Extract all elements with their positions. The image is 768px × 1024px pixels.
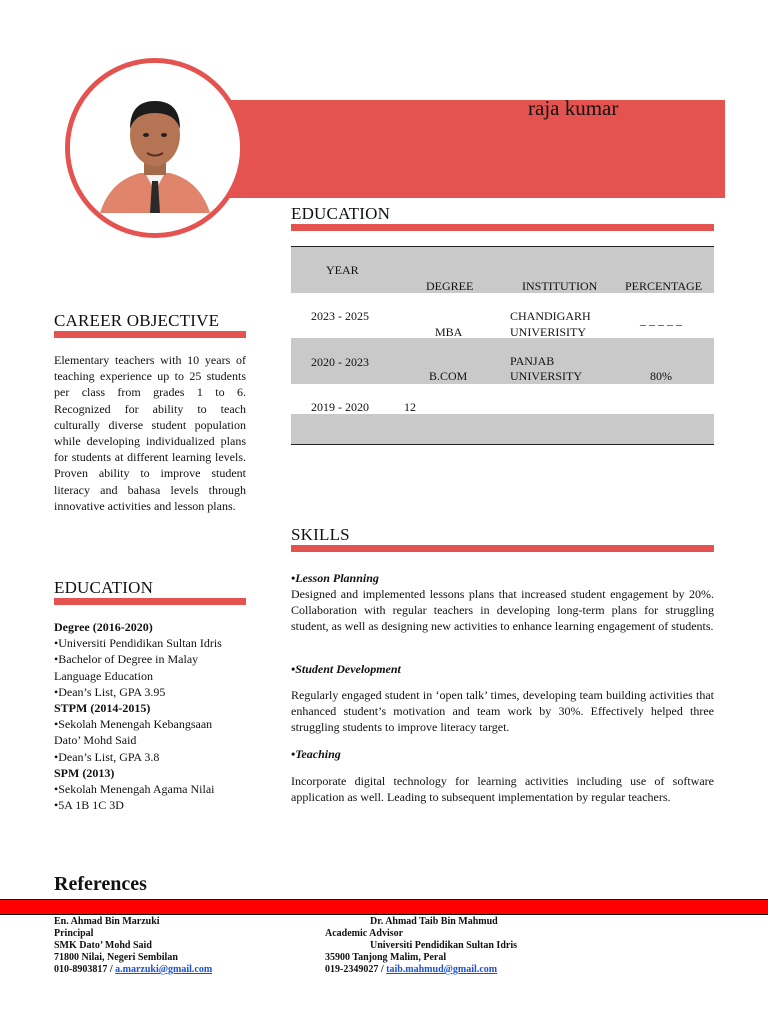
table-cell-institution: PANJAB (510, 354, 555, 368)
table-cell-degree: B.COM (429, 369, 468, 383)
portrait-image (70, 63, 240, 233)
education-line: •Universiti Pendidikan Sultan Idris (54, 636, 222, 651)
reference-email-link[interactable]: a.marzuki@gmail.com (115, 964, 213, 975)
references-title: References (54, 873, 147, 895)
education-line: Dato’ Mohd Said (54, 733, 137, 748)
career-objective-rule (54, 331, 246, 338)
reference-phone: 019-2349027 / (325, 964, 387, 975)
references-bar (0, 899, 768, 915)
table-cell-institution: UNIVERSITY (510, 369, 582, 383)
table-cell-year: 2019 - 2020 (311, 400, 369, 414)
education-table-rule (291, 224, 714, 231)
education-rule (54, 598, 246, 605)
skills-title: SKILLS (291, 525, 350, 544)
skill-heading: •Teaching (291, 747, 341, 761)
reference-address: 35900 Tanjong Malim, Peral (325, 952, 447, 963)
education-table-title: EDUCATION (291, 204, 391, 223)
skill-text: Regularly engaged student in ‘open talk’ times, developing team building activities that enhanced student’s motivation and team work by 30%. Effectively helped three struggling students to improve literacy target. (291, 688, 714, 735)
education-line: Degree (2016-2020) (54, 620, 153, 634)
skill-text: Designed and implemented lessons plans that increased student engagement by 20%. Collaboration with regular teachers in developing long-term plans for struggling student, as well as designing new activities to enhance learning engagement of students. (291, 587, 714, 634)
table-cell-degree: 12 (404, 400, 416, 414)
table-row-shade (291, 414, 714, 444)
table-cell-year: 2023 - 2025 (311, 309, 369, 323)
table-cell-institution: CHANDIGARH (510, 309, 591, 323)
education-list (54, 619, 254, 813)
education-line: SPM (2013) (54, 765, 115, 780)
table-cell-percentage: 80% (650, 369, 672, 383)
candidate-name: raja kumar (528, 96, 619, 120)
career-objective-text: Elementary teachers with 10 years of teaching experience up to 25 students per class from grades 1 to 6. Recognized for ability to teach culturally diverse student population while developing individualized plans for students at different learning levels. Proven ability to improve student literacy and bahasa levels through innovative activities and lesson plans. (54, 353, 246, 513)
reference-email-link[interactable]: taib.mahmud@gmail.com (386, 964, 498, 975)
table-cell-institution: UNIVERISITY (510, 325, 586, 339)
education-title: EDUCATION (54, 578, 154, 597)
reference-name: Dr. Ahmad Taib Bin Mahmud (370, 916, 498, 927)
education-line: •Sekolah Menengah Agama Nilai (54, 782, 215, 797)
reference-right (325, 916, 625, 976)
skill-heading: •Lesson Planning (291, 571, 379, 585)
education-line: •5A 1B 1C 3D (54, 798, 124, 813)
table-cell-degree: MBA (435, 325, 463, 339)
education-line: STPM (2014-2015) (54, 701, 151, 716)
reference-address: 71800 Nilai, Negeri Sembilan (54, 952, 178, 963)
reference-org: SMK Dato’ Mohd Said (54, 940, 152, 951)
reference-role: Principal (54, 928, 94, 939)
career-objective-title: CAREER OBJECTIVE (54, 311, 220, 330)
table-bottom-border (291, 444, 714, 445)
reference-role: Academic Advisor (325, 928, 404, 939)
education-line: •Dean’s List, GPA 3.8 (54, 749, 160, 764)
reference-left (54, 916, 314, 976)
column-header-institution: INSTITUTION (522, 279, 598, 293)
table-cell-percentage: _ _ _ _ _ (640, 313, 682, 327)
profile-photo (65, 58, 245, 238)
reference-phone: 010-8903817 / (54, 964, 116, 975)
column-header-percentage: PERCENTAGE (625, 279, 703, 293)
header-band (205, 100, 725, 198)
column-header-degree: DEGREE (426, 279, 474, 293)
skill-text: Incorporate digital technology for learning activities including use of software application as well. Leading to subsequent implementation by regular teachers. (291, 774, 714, 805)
reference-name: En. Ahmad Bin Marzuki (54, 916, 160, 927)
education-line: •Bachelor of Degree in Malay (54, 652, 199, 667)
education-line: Language Education (54, 668, 153, 683)
reference-contact (54, 964, 314, 976)
skill-heading: •Student Development (291, 662, 401, 676)
table-cell-year: 2020 - 2023 (311, 355, 369, 369)
skills-rule (291, 545, 714, 552)
reference-org: Universiti Pendidikan Sultan Idris (370, 940, 517, 951)
education-line: •Dean’s List, GPA 3.95 (54, 684, 166, 699)
education-line: •Sekolah Menengah Kebangsaan (54, 717, 213, 732)
column-header-year: YEAR (326, 263, 359, 277)
reference-contact (325, 964, 625, 976)
